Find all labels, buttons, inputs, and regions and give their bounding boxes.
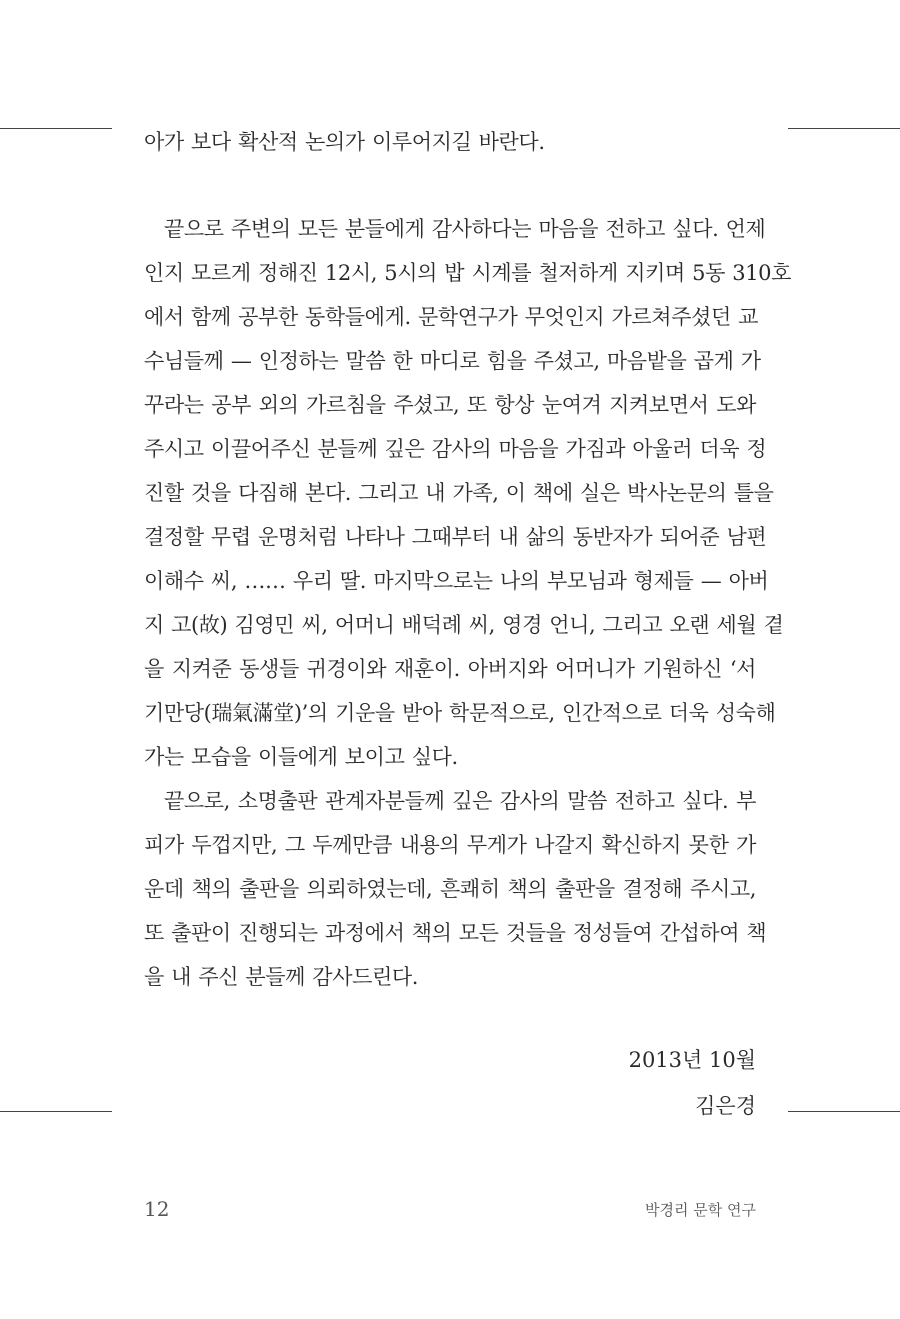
paragraph-line: 인지 모르게 정해진 12시, 5시의 밥 시계를 철저하게 지키며 5동 310호	[144, 261, 792, 285]
paragraph-line: 기만당(瑞氣滿堂)’의 기운을 받아 학문적으로, 인간적으로 더욱 성숙해	[144, 701, 776, 725]
paragraph-line: 에서 함께 공부한 동학들에게. 문학연구가 무엇인지 가르쳐주셨던 교	[144, 305, 759, 329]
top-left-rule	[0, 128, 112, 129]
bottom-left-rule	[0, 1111, 112, 1112]
top-right-rule	[788, 128, 900, 129]
signature-date: 2013년 10월	[628, 1048, 756, 1072]
paragraph-line: 결정할 무렵 운명처럼 나타나 그때부터 내 삶의 동반자가 되어준 남편	[144, 525, 767, 549]
bottom-right-rule	[788, 1111, 900, 1112]
paragraph-line: 주시고 이끌어주신 분들께 깊은 감사의 마음을 가짐과 아울러 더욱 정	[144, 437, 767, 461]
paragraph-line: 끝으로, 소명출판 관계자분들께 깊은 감사의 말씀 전하고 싶다. 부	[164, 789, 756, 813]
paragraph-line: 끝으로 주변의 모든 분들에게 감사하다는 마음을 전하고 싶다. 언제	[164, 217, 766, 241]
paragraph-line: 꾸라는 공부 외의 가르침을 주셨고, 또 항상 눈여겨 지켜보면서 도와	[144, 393, 756, 417]
paragraph-line: 가는 모습을 이들에게 보이고 싶다.	[144, 745, 458, 769]
paragraph-line: 이해수 씨, …… 우리 딸. 마지막으로는 나의 부모님과 형제들 — 아버	[144, 569, 769, 593]
paragraph-line: 운데 책의 출판을 의뢰하였는데, 흔쾌히 책의 출판을 결정해 주시고,	[144, 877, 756, 901]
paragraph-line: 진할 것을 다짐해 본다. 그리고 내 가족, 이 책에 실은 박사논문의 틀을	[144, 481, 774, 505]
paragraph-line: 아가 보다 확산적 논의가 이루어지길 바란다.	[144, 130, 545, 154]
body-text	[144, 0, 792, 1000]
paragraph-line: 또 출판이 진행되는 과정에서 책의 모든 것들을 정성들여 간섭하여 책	[144, 921, 767, 945]
running-title: 박경리 문학 연구	[645, 1201, 756, 1219]
signature-author: 김은경	[695, 1094, 756, 1118]
paragraph-line: 을 내 주신 분들께 감사드린다.	[144, 965, 419, 989]
paragraph-line: 수님들께 — 인정하는 말씀 한 마디로 힘을 주셨고, 마음밭을 곱게 가	[144, 349, 761, 373]
paragraph-line: 을 지켜준 동생들 귀경이와 재훈이. 아버지와 어머니가 기원하신 ‘서	[144, 657, 756, 681]
paragraph-line: 지 고(故) 김영민 씨, 어머니 배덕례 씨, 영경 언니, 그리고 오랜 세월 곁	[144, 613, 784, 637]
paragraph-line: 피가 두껍지만, 그 두께만큼 내용의 무게가 나갈지 확신하지 못한 가	[144, 833, 756, 857]
page-number: 12	[144, 1197, 170, 1221]
